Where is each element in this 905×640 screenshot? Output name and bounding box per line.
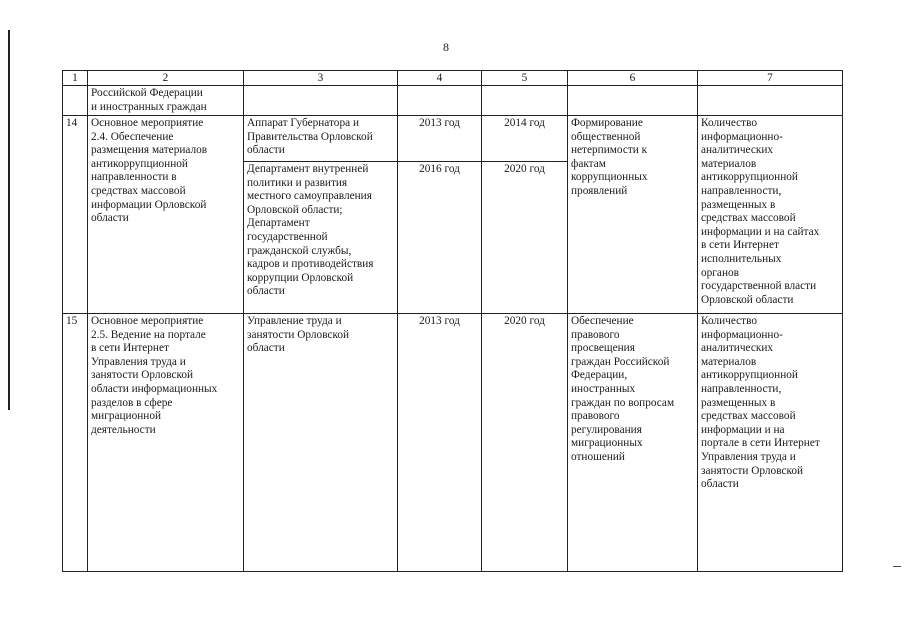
indicator-cell: Количество информационно- аналитических материалов антикоррупционной направленности, размещенных в средствах массовой информации и на сайтах в сети Интернет исполнительных органов государственной власти Орловской области: [698, 116, 843, 314]
header-cell: 7: [698, 71, 843, 86]
header-cell: 6: [568, 71, 698, 86]
header-row: [63, 71, 843, 86]
table-row: [63, 116, 843, 162]
margin-mark: [893, 566, 901, 567]
header-cell: 4: [398, 71, 482, 86]
row-number: 15: [63, 314, 88, 572]
header-cell: 2: [88, 71, 244, 86]
header-cell: 3: [244, 71, 398, 86]
margin-rule: [8, 30, 10, 410]
indicator-cell: Количество информационно- аналитических материалов антикоррупционной направленности, размещенных в средствах массовой информации и на портале в сети Интернет Управления труда и занятости Орловской области: [698, 314, 843, 572]
continuation-text: Российской Федерации и иностранных граждан: [88, 86, 244, 116]
row-number: 14: [63, 116, 88, 314]
end-year-cell: 2020 год: [482, 162, 568, 314]
header-cell: 1: [63, 71, 88, 86]
start-year-cell: 2013 год: [398, 314, 482, 572]
executor-cell: Аппарат Губернатора и Правительства Орловской области: [244, 116, 398, 162]
measure-cell: Основное мероприятие 2.4. Обеспечение размещения материалов антикоррупционной направленности в средствах массовой информации Орловской области: [88, 116, 244, 314]
executor-cell: Департамент внутренней политики и развития местного самоуправления Орловской области; Департамент государственной гражданской службы, кадров и противодействия коррупции Орловской области: [244, 162, 398, 314]
result-cell: Формирование общественной нетерпимости к фактам коррупционных проявлений: [568, 116, 698, 314]
measure-cell: Основное мероприятие 2.5. Ведение на портале в сети Интернет Управления труда и занятости Орловской области информационных разделов в сфере миграционной деятельности: [88, 314, 244, 572]
result-cell: Обеспечение правового просвещения граждан Российской Федерации, иностранных граждан по вопросам правового регулирования миграционных отношений: [568, 314, 698, 572]
table-row: [63, 314, 843, 572]
end-year-cell: 2014 год: [482, 116, 568, 162]
start-year-cell: 2016 год: [398, 162, 482, 314]
start-year-cell: 2013 год: [398, 116, 482, 162]
end-year-cell: 2020 год: [482, 314, 568, 572]
page-number: 8: [443, 40, 449, 54]
measures-table: [62, 70, 843, 572]
continuation-row: [63, 86, 843, 116]
executor-cell: Управление труда и занятости Орловской области: [244, 314, 398, 572]
header-cell: 5: [482, 71, 568, 86]
